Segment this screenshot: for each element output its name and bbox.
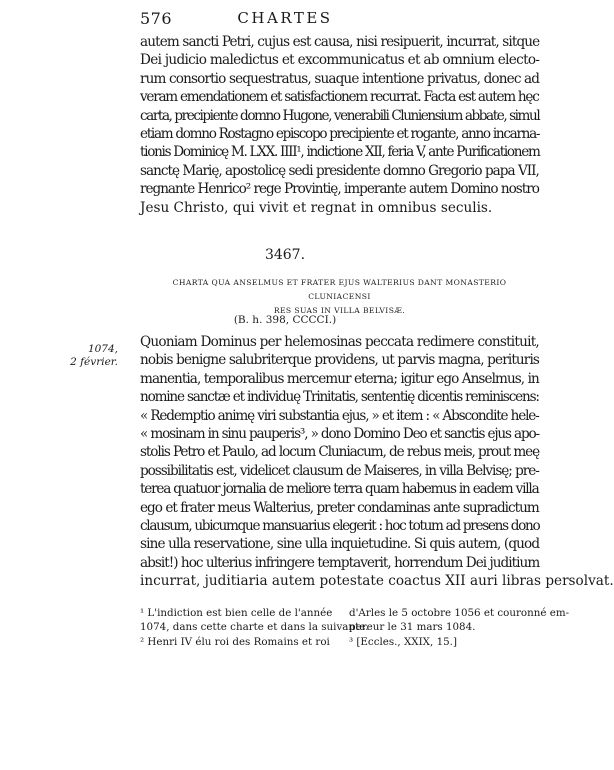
footnotes-left [140,606,369,649]
page-number: 576 [140,9,173,28]
text-line: nomine sanctæ et individuę Trinitatis, sententię dicentis reminiscens: [140,389,539,406]
margin-day: 2 février. [70,356,118,368]
footnote-line: d'Arles le 5 octobre 1056 et couronné em- [349,607,570,619]
text-line: veram emendationem et satisfactionem recurrat. Facta est autem hęc [140,89,539,106]
charter-number: 3467. [264,247,306,263]
text-line: etiam domno Rostagno episcopo precipiente et rogante, anno incarna- [140,126,540,143]
text-line: Jesu Christo, qui vivit et regnat in omnibus seculis. [140,199,493,216]
footnotes-right [349,606,570,649]
text-line: incurrat, juditiaria autem potestate coactus XII auri libras persolvat. [140,573,614,590]
charter-text [140,333,614,591]
footnote-line: pereur le 31 mars 1084. [349,621,476,634]
text-line: autem sancti Petri, cujus est causa, nisi resipuerit, incurrat, sitque [140,34,540,50]
text-line: carta, precipiente domno Hugone, venerabili Cluniensium abbate, simul [140,107,540,124]
text-line: tionis Dominicę M. LXX. IIII¹, indictione XII, feria V, ante Purificationem [140,144,540,161]
text-line: nobis benigne salubriterque providens, ut parvis magna, perituris [140,352,540,369]
text-line: stolis Petro et Paulo, ad locum Cluniacum, de rebus meis, prout meę [140,444,540,461]
charter-source: (B. h. 398, CCCCI.) [233,314,337,326]
text-line: clausum, ubicumque mansuarius elegerit : hoc totum ad presens dono [140,518,540,535]
text-line: « mosinam in sinu pauperis³, » dono Domino Deo et sanctis ejus apo- [140,426,540,443]
footnote-line: 1074, dans cette charte et dans la suivante. [140,621,369,634]
text-line: terea quatuor jornalia de meliore terra quam habemus in eadem villa [140,481,539,498]
text-line: regnante Henrico² rege Provintię, imperante autem Domino nostro [140,181,539,198]
charter-text-continued [140,33,539,217]
text-line: Dei judicio maledictus et excommunicatus et ab omnium electo- [140,52,540,69]
text-line: manentia, temporalibus mercemur eterna; igitur ego Anselmus, in [140,370,539,387]
rubric-line: CHARTA QUA ANSELMUS ET FRATER EJUS WALTERIUS DANT MONASTERIO CLUNIACENSI [172,278,507,301]
footnote-line: ² Henri IV élu roi des Romains et roi [140,635,330,648]
running-title: CHARTES [237,9,333,27]
margin-year: 1074, [87,343,118,355]
text-line: sanctę Marię, apostolicę sedi presidente domno Gregorio papa VII, [140,162,539,179]
text-line: absit!) hoc ulterius infringere temptaverit, horrendum Dei juditium [140,554,540,571]
charter-rubric [140,276,539,318]
footnote-line: ¹ L'indiction est bien celle de l'année [140,607,333,619]
text-line: sine ulla reservatione, sine ulla inquietudine. Si quis autem, (quod [140,536,540,553]
footnote-line: ³ [Eccles., XXIX, 15.] [349,635,457,648]
rubric-line: RES SUAS IN VILLA BELVISÆ. [273,306,406,315]
text-line: rum consortio sequestratus, suaque intentione privatus, donec ad [140,70,540,87]
text-line: ego et frater meus Walterius, preter condaminas ante supradictum [140,499,539,516]
margin-date [60,343,118,369]
text-line: possibilitatis est, videlicet clausum de Maiseres, in villa Belvisę; pre- [140,462,539,479]
text-line: Quoniam Dominus per helemosinas peccata redimere constituit, [140,334,539,350]
text-line: « Redemptio animę viri substantia ejus, » et item : « Abscondite hele- [140,407,539,424]
